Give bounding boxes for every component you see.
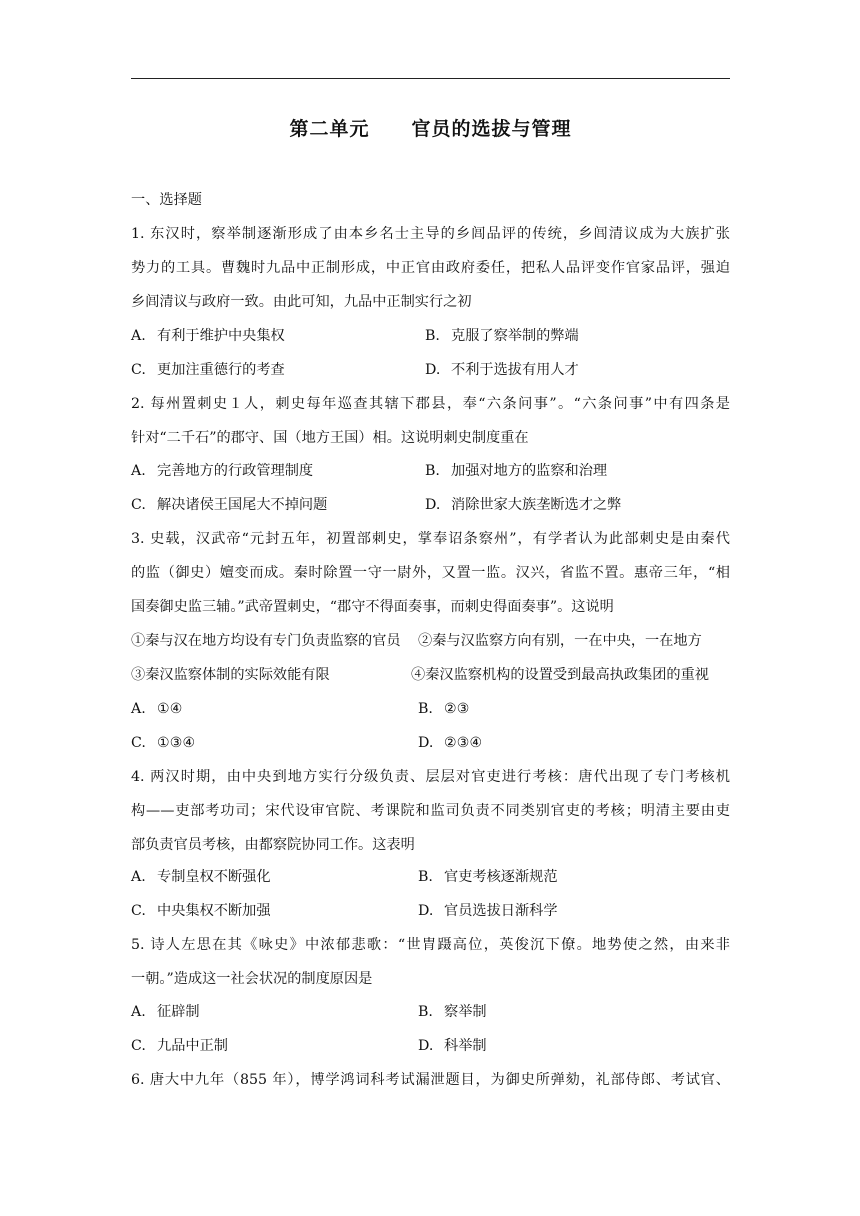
question-3-line-3: 国奏御史监三辅。”武帝置刺史，“郡守不得面奏事，而刺史得面奏事”。这说明	[131, 599, 614, 615]
page-title	[131, 114, 730, 141]
question-1-option-c[interactable]: C. 更加注重德行的考查	[131, 362, 285, 378]
question-1-option-b[interactable]: B. 克服了察举制的弊端	[425, 328, 579, 344]
question-5-line-2: 一朝。”造成这一社会状况的制度原因是	[131, 971, 373, 987]
question-3-line-2: 的监（御史）嬗变而成。秦时除置一守一尉外，又置一监。汉兴，省监不置。惠帝三年，“相	[131, 565, 730, 581]
question-2-line-2: 针对“二千石”的郡守、国（地方王国）相。这说明刺史制度重在	[131, 430, 529, 446]
question-3-option-c[interactable]: C. ①③④	[131, 735, 196, 751]
section-heading: 一、选择题	[131, 192, 202, 208]
question-3-statement-1: ①秦与汉在地方均设有专门负责监察的官员	[131, 633, 401, 649]
question-4-option-a[interactable]: A. 专制皇权不断强化	[131, 869, 271, 885]
title-topic: 官员的选拔与管理	[411, 118, 572, 140]
question-4-option-b[interactable]: B. 官吏考核逐渐规范	[418, 869, 558, 885]
question-5-option-b[interactable]: B. 察举制	[418, 1004, 487, 1020]
question-3-statement-3: ③秦汉监察体制的实际效能有限	[131, 667, 330, 683]
question-4-line-1: 4. 两汉时期，由中央到地方实行分级负责、层层对官吏进行考核：唐代出现了专门考核机	[131, 769, 730, 785]
header-rule	[131, 78, 730, 79]
question-5-option-d[interactable]: D. 科举制	[418, 1038, 487, 1054]
question-1-option-a[interactable]: A. 有利于维护中央集权	[131, 328, 285, 344]
question-6-line-1: 6. 唐大中九年（855 年），博学鸿词科考试漏泄题目，为御史所弹劾，礼部侍郎、考试官、	[131, 1072, 730, 1088]
question-5-option-a[interactable]: A. 征辟制	[131, 1004, 200, 1020]
question-3-option-a[interactable]: A. ①④	[131, 701, 183, 717]
question-3-option-b[interactable]: B. ②③	[418, 701, 470, 717]
question-3-option-d[interactable]: D. ②③④	[418, 735, 483, 751]
question-3-statement-2: ②秦与汉监察方向有别，一在中央，一在地方	[418, 633, 702, 649]
question-2-line-1: 2. 每州置刺史１人，刺史每年巡查其辖下郡县，奉“六条问事”。“六条问事”中有四条是	[131, 396, 730, 412]
question-5-line-1: 5. 诗人左思在其《咏史》中浓郁悲歌：“世胄蹑高位，英俊沉下僚。地势使之然，由来非	[131, 937, 730, 953]
question-2-option-d[interactable]: D. 消除世家大族垄断选才之弊	[425, 497, 622, 513]
question-3-statement-4: ④秦汉监察机构的设置受到最高执政集团的重视	[411, 667, 709, 683]
question-1-line-3: 乡闾清议与政府一致。由此可知，九品中正制实行之初	[131, 294, 472, 310]
question-2-option-b[interactable]: B. 加强对地方的监察和治理	[425, 463, 608, 479]
question-4-line-3: 部负责官员考核，由都察院协同工作。这表明	[131, 837, 415, 853]
question-1-line-1: 1. 东汉时，察举制逐渐形成了由本乡名士主导的乡闾品评的传统，乡闾清议成为大族扩张	[131, 226, 730, 242]
question-2-option-a[interactable]: A. 完善地方的行政管理制度	[131, 463, 314, 479]
question-4-option-d[interactable]: D. 官员选拔日渐科学	[418, 903, 558, 919]
question-3-line-1: 3. 史载，汉武帝“元封五年，初置部刺史，掌奉诏条察州”，有学者认为此部刺史是由秦代	[131, 531, 730, 547]
question-1-option-d[interactable]: D. 不利于选拔有用人才	[425, 362, 579, 378]
question-2-option-c[interactable]: C. 解决诸侯王国尾大不掉问题	[131, 497, 328, 513]
question-4-line-2: 构——吏部考功司；宋代设审官院、考课院和监司负责不同类别官吏的考核；明清主要由吏	[131, 803, 730, 819]
question-5-option-c[interactable]: C. 九品中正制	[131, 1038, 228, 1054]
question-4-option-c[interactable]: C. 中央集权不断加强	[131, 903, 271, 919]
title-unit: 第二单元	[289, 118, 370, 140]
question-1-line-2: 势力的工具。曹魏时九品中正制形成，中正官由政府委任，把私人品评变作官家品评，强迫	[131, 260, 730, 276]
